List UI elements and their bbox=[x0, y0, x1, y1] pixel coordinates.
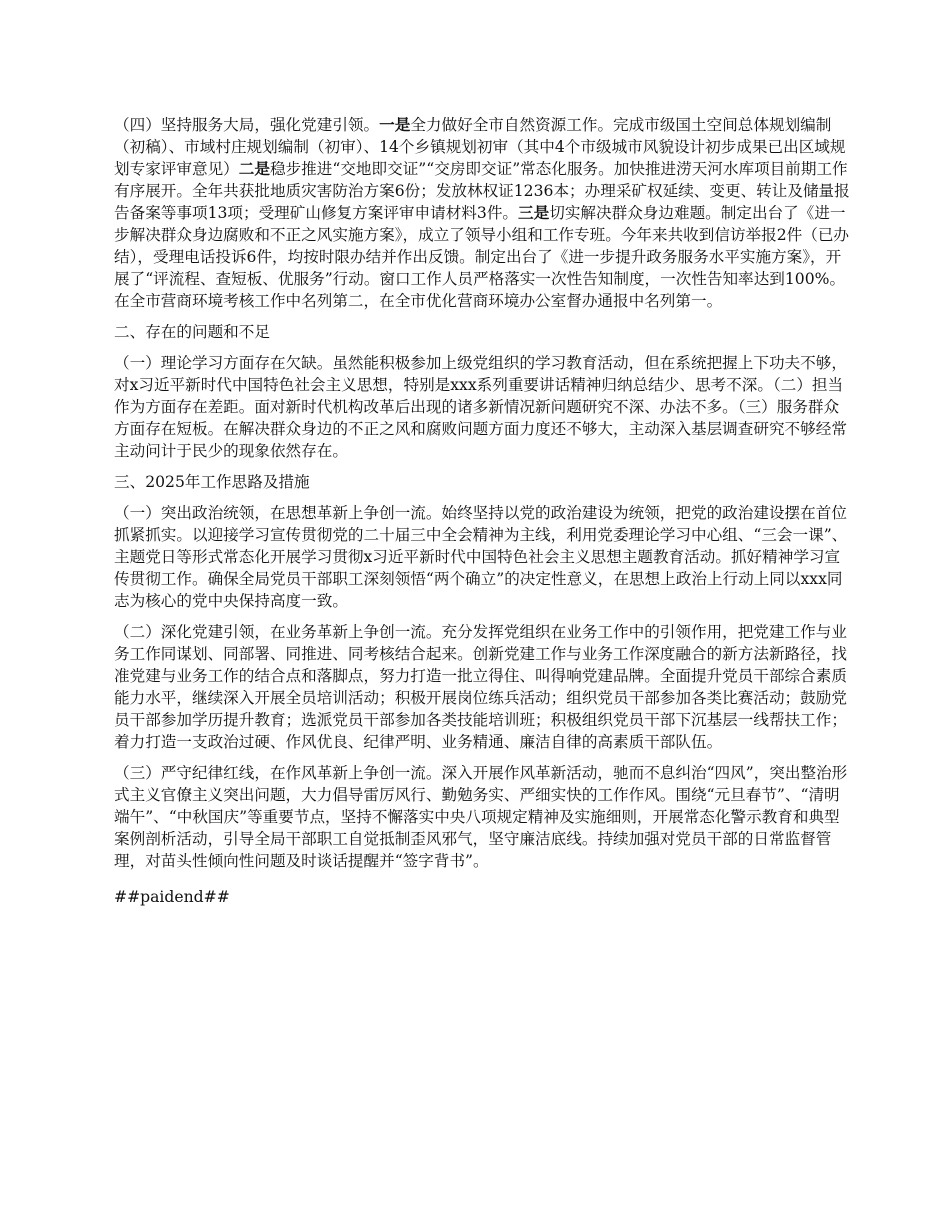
heading-plans: 三、2025年工作思路及措施 bbox=[114, 473, 310, 491]
keyword-third: 三是 bbox=[518, 203, 550, 222]
keyword-first: 一是 bbox=[379, 115, 411, 134]
section-4-text-3: 切实解决群众身边难题。制定出台了《进一步解决群众身边腐败和不正之风实施方案》，成立了领导小组和工作专班。今年来共收到信访举报2件（已办结），受理电话投诉6件，均按时限办结并作出反馈。制定出台了《进一步提升政务服务水平实施方案》，开展了“评流程、查短板、优服务”行动。窗口工作人员严格落实一次性告知制度，一次性告知率达到100%。在全市营商环境考核工作中名列第二，在全市优化营商环境办公室督办通报中名列第一。 bbox=[114, 204, 850, 310]
section-4-lead: （四）坚持服务大局，强化党建引领。 bbox=[114, 116, 380, 134]
section-4-text-1: 全力做好全市自然资源工作。完成市级国土空间总体规划编制（初稿）、市域村庄规划编制（初审）、14个乡镇规划初审（其中4个市级城市风貌设计初步成果已出区域规划专家评审意见） bbox=[114, 116, 846, 178]
measure-3-paragraph: （三）严守纪律红线，在作风革新上争创一流。深入开展作风革新活动，驰而不息纠治“四风”，突出整治形式主义官僚主义突出问题，大力倡导雷厉风行、勤勉务实、严细实快的工作作风。围绕“元旦春节”、“清明端午”、“中秋国庆”等重要节点，坚持不懈落实中央八项规定精神及实施细则，开展常态化警示教育和典型案例剖析活动，引导全局干部职工自觉抵制歪风邪气，坚守廉洁底线。持续加强对党员干部的日常监督管理，对苗头性倾向性问题及时谈话提醒并“签字背书”。 bbox=[114, 764, 848, 870]
section-4-paragraph bbox=[114, 114, 854, 312]
measure-1-paragraph: （一）突出政治统领，在思想革新上争创一流。始终坚持以党的政治建设为统领，把党的政治建设摆在首位抓紧抓实。以迎接学习宣传贯彻党的二十届三中全会精神为主线，利用党委理论学习中心组、“三会一课”、主题党日等形式常态化开展学习贯彻x习近平新时代中国特色社会主义思想主题教育活动。抓好精神学习宣传贯彻工作。确保全局党员干部职工深刻领悟“两个确立”的决定性意义，在思想上政治上行动上同以xxx同志为核心的党中央保持高度一致。 bbox=[114, 504, 848, 610]
problems-paragraph: （一）理论学习方面存在欠缺。虽然能积极参加上级党组织的学习教育活动，但在系统把握上下功夫不够，对x习近平新时代中国特色社会主义思想，特别是xxx系列重要讲话精神归纳总结少、思考不深。（二）担当作为方面存在差距。面对新时代机构改革后出现的诸多新情况新问题研究不深、办法不多。（三）服务群众方面存在短板。在解决群众身边的不正之风和腐败问题方面力度还不够大，主动深入基层调查研究不够经常主动问计于民少的现象依然存在。 bbox=[114, 354, 847, 460]
heading-problems: 二、存在的问题和不足 bbox=[114, 323, 270, 341]
section-4-text-2: 稳步推进“交地即交证”“交房即交证”常态化服务。加快推进涝天河水库项目前期工作有序展开。全年共获批地质灾害防治方案6份；发放林权证1236本；办理采矿权延续、变更、转让及储量报告备案等事项13项；受理矿山修复方案评审申请材料3件。 bbox=[114, 160, 850, 222]
end-marker: ##paidend## bbox=[114, 888, 230, 906]
measure-2-paragraph: （二）深化党建引领，在业务革新上争创一流。充分发挥党组织在业务工作中的引领作用，把党建工作与业务工作同谋划、同部署、同推进、同考核结合起来。创新党建工作与业务工作深度融合的新方法新路径，找准党建与业务工作的结合点和落脚点，努力打造一批立得住、叫得响党建品牌。全面提升党员干部综合素质能力水平，继续深入开展全员培训活动；积极开展岗位练兵活动；组织党员干部参加各类比赛活动；鼓励党员干部参加学历提升教育；选派党员干部参加各类技能培训班；积极组织党员干部下沉基层一线帮扶工作；着力打造一支政治过硬、作风优良、纪律严明、业务精通、廉洁自律的高素质干部队伍。 bbox=[114, 623, 847, 751]
keyword-second: 二是 bbox=[238, 159, 270, 178]
document-page bbox=[114, 114, 854, 917]
